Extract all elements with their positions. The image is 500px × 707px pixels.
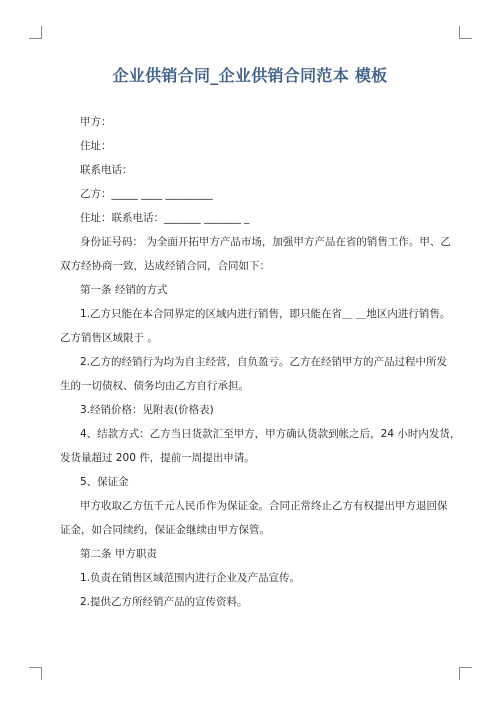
document-body	[60, 110, 461, 614]
clause-1-5: 5、保证金	[80, 476, 129, 488]
clause-1-4: 4、结款方式：乙方当日货款汇至甲方，甲方确认货款到帐之后，24 小时内发货，	[80, 428, 461, 440]
clause-1-2: 2.乙方的经销行为均为自主经营，自负盈亏。乙方在经销甲方的产品过程中所发	[80, 356, 448, 368]
line-party-a-phone: 联系电话：	[80, 164, 133, 176]
line-party-a-address: 住址：	[80, 140, 112, 152]
crop-mark-top-left	[29, 26, 42, 39]
crop-mark-top-right	[459, 26, 472, 39]
clause-1-5-text: 甲方收取乙方伍千元人民币作为保证金。合同正常终止乙方有权提出甲方退回保	[80, 500, 448, 512]
clause-1-1: 1.乙方只能在本合同界定的区域内进行销售，即只能在省＿ ＿地区内进行销售。	[80, 308, 451, 320]
clause-2-2: 2.提供乙方所经销产品的宣传资料。	[80, 596, 248, 608]
line-id-number: 身份证号码： 为全面开拓甲方产品市场，加强甲方产品在省的销售工作。甲、乙	[80, 236, 451, 248]
heading-article-2: 第二条 甲方职责	[80, 548, 157, 560]
clause-1-3: 3.经销价格：见附表(价格表)	[80, 404, 214, 416]
line-party-b: 乙方：_____ ____ _________	[80, 188, 213, 200]
line-party-a: 甲方：	[80, 116, 112, 128]
line-agreement-intro: 双方经协商一致，达成经销合同，合同如下：	[60, 260, 270, 272]
crop-mark-bottom-right	[459, 667, 472, 680]
clause-1-1-cont: 乙方销售区域限于 。	[60, 332, 158, 344]
line-party-b-address-phone: 住址：联系电话：_______ _______ _	[80, 212, 250, 224]
clause-1-2-cont: 生的一切债权、债务均由乙方自行承担。	[60, 380, 249, 392]
clause-1-4-cont: 发货量超过 200 件，提前一周提出申请。	[60, 452, 255, 464]
document-title: 企业供销合同_企业供销合同范本 模板	[112, 66, 388, 85]
crop-mark-bottom-left	[29, 667, 42, 680]
clause-1-5-cont: 证金，如合同续约，保证金继续由甲方保管。	[60, 524, 270, 536]
clause-2-1: 1.负责在销售区域范围内进行企业及产品宣传。	[80, 572, 301, 584]
heading-article-1: 第一条 经销的方式	[80, 284, 168, 296]
